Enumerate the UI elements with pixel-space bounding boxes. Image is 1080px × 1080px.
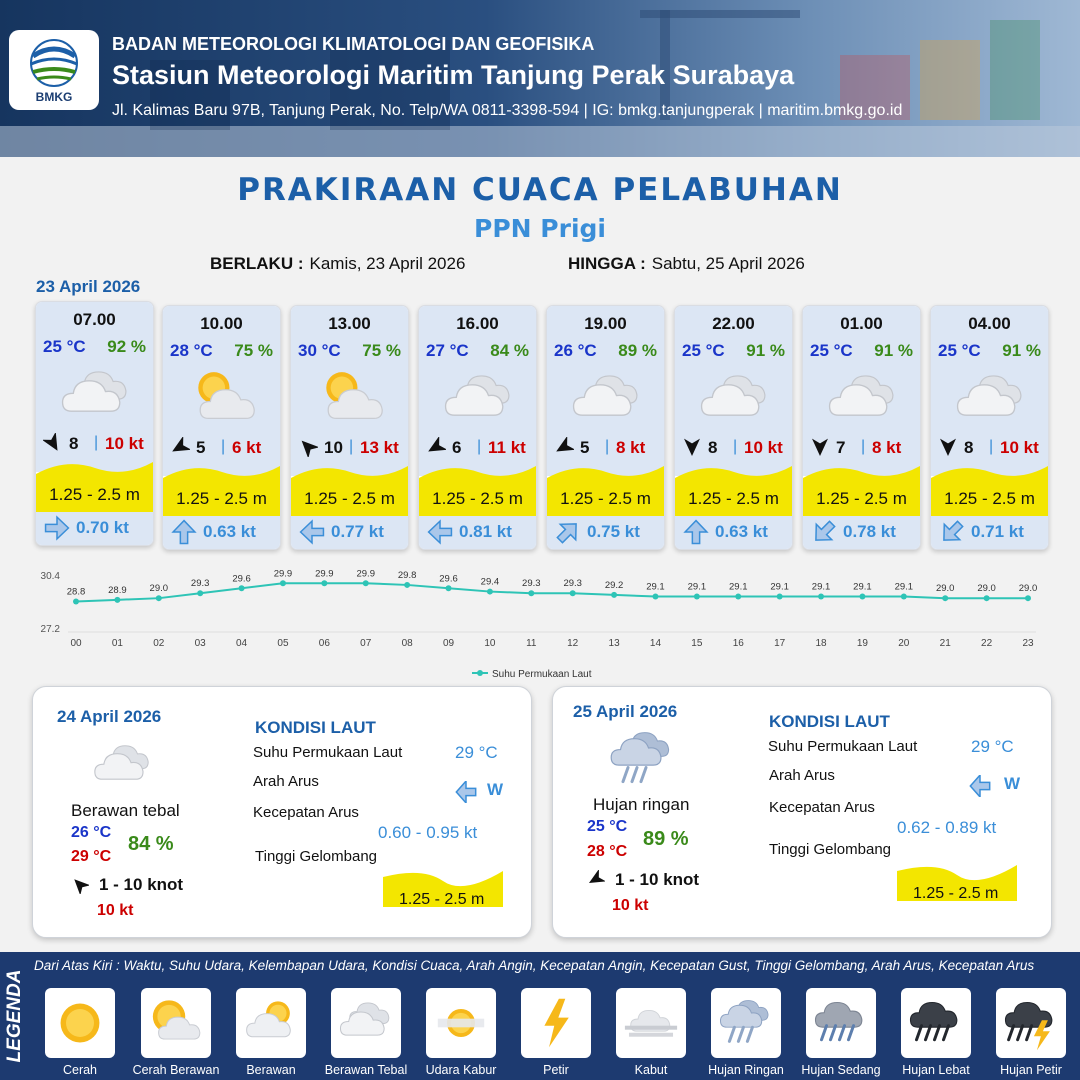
valid-from-label: BERLAKU : [210, 254, 304, 273]
current-direction-icon [427, 519, 453, 545]
y-tick-label: 30.4 [40, 571, 60, 582]
legend-item-hujan-petir [996, 988, 1066, 1058]
legend-item-cerah [45, 988, 115, 1058]
card-time: 13.00 [328, 314, 371, 333]
wind-direction-icon [587, 870, 605, 888]
sst-data-label: 29.1 [811, 581, 831, 593]
sst-point [984, 595, 990, 601]
legend-label: Cerah [62, 1063, 98, 1077]
card-wave-height: 1.25 - 2.5 m [560, 489, 651, 508]
petir-icon [527, 996, 585, 1050]
day-temp-min: 25 °C [587, 818, 628, 835]
day-humidity: 84 % [128, 833, 174, 855]
sst-data-label: 29.1 [770, 581, 789, 593]
day-panel-24 [32, 686, 532, 938]
wind-direction-icon [170, 437, 190, 457]
card-humidity: 91 % [1002, 341, 1041, 360]
cerah-berawan-icon [147, 996, 205, 1050]
forecast-card-1600 [418, 305, 537, 550]
card-temperature: 27 °C [426, 341, 469, 360]
current-dir-label: Arah Arus [253, 773, 319, 790]
legend-label: Kabut [634, 1063, 668, 1077]
card-wind-speed: 8 [69, 434, 79, 453]
card-wind-speed: 5 [580, 438, 590, 457]
x-tick-label: 03 [194, 638, 206, 649]
sst-data-label: 29.1 [687, 581, 707, 593]
card-wind-speed: 6 [452, 438, 462, 457]
card-wave-height: 1.25 - 2.5 m [304, 489, 395, 508]
card-time: 07.00 [73, 310, 116, 329]
card-separator: | [733, 438, 738, 455]
card-temperature: 25 °C [682, 341, 725, 360]
forecast-card-0700 [35, 301, 154, 546]
hujan-ringan-icon [717, 996, 775, 1050]
current-direction-icon [967, 775, 993, 797]
berawan-tebal-icon [58, 364, 134, 416]
sst-data-label: 29.3 [563, 578, 582, 590]
sst-value: 29 °C [971, 737, 1014, 756]
card-wind-speed: 8 [964, 438, 974, 457]
card-time: 04.00 [968, 314, 1011, 333]
card-temperature: 25 °C [938, 341, 981, 360]
current-direction-icon [683, 519, 709, 545]
card-separator: | [94, 434, 99, 451]
x-tick-label: 18 [815, 638, 827, 649]
sst-point [735, 594, 741, 600]
cerah-berawan-icon [185, 368, 261, 420]
legend-title-text: LEGENDA [4, 969, 25, 1063]
day-humidity: 89 % [643, 828, 689, 850]
sst-point [156, 595, 162, 601]
sst-point [197, 590, 203, 596]
current-direction-icon [44, 515, 70, 541]
legend-label: Berawan Tebal [324, 1063, 408, 1077]
berawan-tebal-icon [953, 368, 1029, 420]
sst-data-label: 29.9 [315, 568, 334, 580]
sst-data-label: 29.0 [977, 583, 996, 595]
sst-point [901, 594, 907, 600]
agency-name: BADAN METEOROLOGI KLIMATOLOGI DAN GEOFISIKA [112, 34, 595, 54]
legend-label: Hujan Ringan [708, 1063, 784, 1077]
day-date: 24 April 2026 [57, 707, 162, 726]
day-temp-max: 28 °C [587, 843, 628, 860]
kabut-icon [622, 996, 680, 1050]
card-separator: | [349, 438, 354, 455]
sst-data-label: 28.8 [66, 586, 86, 598]
day1-date: 23 April 2026 [36, 277, 141, 296]
sst-point [487, 589, 493, 595]
legend-label: Berawan [246, 1063, 296, 1077]
day-temp-min: 26 °C [71, 824, 112, 841]
day-panel-25 [552, 686, 1052, 938]
card-humidity: 91 % [874, 341, 913, 360]
card-time: 01.00 [840, 314, 883, 333]
berawan-icon [242, 996, 300, 1050]
sst-label: Suhu Permukaan Laut [253, 744, 403, 761]
forecast-card-0100 [802, 305, 921, 550]
x-tick-label: 12 [567, 638, 579, 649]
day-temp-max: 29 °C [71, 848, 112, 865]
current-direction-icon [811, 519, 837, 545]
x-tick-label: 10 [484, 638, 496, 649]
card-separator: | [861, 438, 866, 455]
card-time: 22.00 [712, 314, 755, 333]
card-gust: 8 kt [616, 438, 646, 457]
card-gust: 10 kt [105, 434, 144, 453]
wave-label: Tinggi Gelombang [769, 841, 892, 858]
sea-condition-title: KONDISI LAUT [255, 718, 376, 737]
day-date: 25 April 2026 [573, 702, 678, 721]
sst-point [777, 594, 783, 600]
bmkg-logo [9, 30, 99, 110]
forecast-card-1000 [162, 305, 281, 550]
berawan-tebal-icon [569, 368, 645, 420]
card-time: 16.00 [456, 314, 499, 333]
card-wind-speed: 10 [324, 438, 343, 457]
legend-item-petir [521, 988, 591, 1058]
card-current-speed: 0.78 kt [843, 522, 896, 541]
card-humidity: 75 % [362, 341, 401, 360]
card-wave-height: 1.25 - 2.5 m [432, 489, 523, 508]
wind-direction-icon [554, 437, 574, 457]
current-direction-icon [453, 781, 479, 803]
sst-data-label: 29.9 [273, 568, 293, 580]
sst-point [859, 594, 865, 600]
card-humidity: 84 % [490, 341, 529, 360]
current-speed: 0.60 - 0.95 kt [378, 823, 478, 842]
sst-data-label: 29.6 [232, 573, 251, 585]
x-tick-label: 02 [153, 638, 165, 649]
card-current-speed: 0.63 kt [715, 522, 768, 541]
hujan-sedang-icon [812, 996, 870, 1050]
current-direction: W [1004, 774, 1021, 793]
wave-height: 1.25 - 2.5 m [399, 891, 485, 908]
card-humidity: 89 % [618, 341, 657, 360]
legend-swatch-point [477, 670, 483, 676]
current-speed-label: Kecepatan Arus [253, 804, 359, 821]
page-title: PRAKIRAAN CUACA PELABUHAN [237, 172, 843, 208]
legend-item-berawan [236, 988, 306, 1058]
current-dir-label: Arah Arus [769, 767, 835, 784]
card-temperature: 26 °C [554, 341, 597, 360]
card-time: 19.00 [584, 314, 627, 333]
cerah-icon [51, 996, 109, 1050]
sst-point [818, 594, 824, 600]
legend-label: Hujan Petir [1000, 1063, 1062, 1077]
legend-item-udara-kabur [426, 988, 496, 1058]
sst-data-label: 29.3 [522, 578, 541, 590]
current-speed: 0.62 - 0.89 kt [897, 818, 997, 837]
logo-text: BMKG [35, 90, 73, 104]
hujan-ringan-icon [607, 727, 677, 797]
valid-to [568, 254, 805, 274]
sst-point [942, 595, 948, 601]
card-gust: 10 kt [744, 438, 783, 457]
card-gust: 10 kt [1000, 438, 1039, 457]
day-wind-range: 1 - 10 knot [99, 875, 184, 894]
wind-direction-icon [938, 437, 958, 457]
wind-direction-icon [682, 437, 702, 457]
card-wind-speed: 8 [708, 438, 718, 457]
sst-point [404, 582, 410, 588]
card-humidity: 92 % [107, 337, 146, 356]
x-tick-label: 16 [732, 638, 744, 649]
sea-condition-title: KONDISI LAUT [769, 712, 890, 731]
station-contact: Jl. Kalimas Baru 97B, Tanjung Perak, No. Telp/WA 0811-3398-594 | IG: bmkg.tanjungperak | maritim.bmkg.go.id [112, 102, 903, 119]
card-separator: | [605, 438, 610, 455]
current-direction-icon [555, 519, 581, 545]
sst-point [570, 590, 576, 596]
card-temperature: 25 °C [810, 341, 853, 360]
card-gust: 8 kt [872, 438, 902, 457]
x-tick-label: 00 [70, 638, 82, 649]
sst-data-label: 29.3 [190, 578, 210, 590]
sst-data-label: 29.1 [894, 581, 914, 593]
current-direction-icon [171, 519, 197, 545]
valid-to-value: Sabtu, 25 April 2026 [651, 254, 805, 273]
forecast-card-2200 [674, 305, 793, 550]
sst-data-label: 29.0 [1018, 583, 1038, 595]
station-name: Stasiun Meteorologi Maritim Tanjung Perak Surabaya [112, 60, 795, 90]
sst-data-label: 28.9 [108, 584, 127, 596]
card-temperature: 30 °C [298, 341, 341, 360]
sst-data-label: 29.1 [646, 581, 665, 593]
legend-description: Dari Atas Kiri : Waktu, Suhu Udara, Kelembapan Udara, Kondisi Cuaca, Arah Angin, Kecepatan Angin, Kecepatan Gust, Tinggi Gelombang, Arah Arus, Kecepatan Arus [34, 958, 1035, 973]
hujan-petir-icon [1002, 996, 1060, 1050]
x-tick-label: 14 [649, 638, 662, 649]
berawan-tebal-icon [825, 368, 901, 420]
sst-point [611, 592, 617, 598]
sst-point [694, 594, 700, 600]
valid-to-label: HINGGA : [568, 254, 646, 273]
card-temperature: 28 °C [170, 341, 213, 360]
wave-label: Tinggi Gelombang [255, 848, 378, 865]
valid-from-value: Kamis, 23 April 2026 [309, 254, 466, 273]
berawan-tebal-icon [91, 739, 155, 785]
hujan-lebat-icon [907, 996, 965, 1050]
sst-data-label: 29.0 [935, 583, 955, 595]
cerah-berawan-icon [313, 368, 389, 420]
sst-data-label: 29.8 [397, 569, 417, 581]
sst-point [528, 590, 534, 596]
x-tick-label: 04 [236, 638, 248, 649]
card-time: 10.00 [200, 314, 243, 333]
forecast-card-1900 [546, 305, 665, 550]
x-tick-label: 06 [318, 638, 330, 649]
wind-direction-icon [71, 876, 89, 894]
forecast-card-0400 [930, 305, 1049, 550]
x-tick-label: 15 [691, 638, 703, 649]
card-current-speed: 0.70 kt [76, 518, 129, 537]
sst-point [114, 597, 120, 603]
sst-point [446, 585, 452, 591]
wind-direction-icon [298, 437, 318, 457]
sst-value: 29 °C [455, 743, 498, 762]
card-wind-speed: 5 [196, 438, 206, 457]
current-speed-label: Kecepatan Arus [769, 799, 875, 816]
legend-item-hujan-sedang [806, 988, 876, 1058]
x-tick-label: 20 [898, 638, 910, 649]
sst-series-line [76, 583, 1028, 601]
card-humidity: 75 % [234, 341, 273, 360]
x-tick-label: 22 [981, 638, 993, 649]
valid-from [210, 254, 465, 274]
wind-direction-icon [43, 433, 63, 453]
card-separator: | [221, 438, 226, 455]
x-tick-label: 05 [277, 638, 289, 649]
card-gust: 13 kt [360, 438, 399, 457]
sst-data-label: 29.9 [356, 568, 375, 580]
day-condition: Berawan tebal [71, 801, 180, 820]
sst-point [363, 580, 369, 586]
sst-data-label: 29.4 [480, 576, 500, 588]
sst-point [280, 580, 286, 586]
x-tick-label: 23 [1022, 638, 1034, 649]
forecast-card-1300 [290, 305, 409, 550]
legend-label: Udara Kabur [425, 1063, 497, 1077]
card-wave-height: 1.25 - 2.5 m [688, 489, 779, 508]
card-current-speed: 0.63 kt [203, 522, 256, 541]
y-tick-label: 27.2 [40, 624, 60, 635]
location-name: PPN Prigi [474, 214, 606, 243]
card-wave-height: 1.25 - 2.5 m [816, 489, 907, 508]
card-current-speed: 0.71 kt [971, 522, 1024, 541]
berawan-tebal-icon [337, 996, 395, 1050]
sea-surface-temp-chart [30, 560, 1050, 680]
x-tick-label: 01 [111, 638, 123, 649]
x-tick-label: 21 [939, 638, 951, 649]
legend-label: Hujan Lebat [902, 1063, 970, 1077]
current-direction: W [487, 780, 504, 799]
sst-data-label: 29.0 [149, 583, 169, 595]
card-current-speed: 0.77 kt [331, 522, 384, 541]
card-gust: 6 kt [232, 438, 262, 457]
berawan-tebal-icon [697, 368, 773, 420]
legend-item-kabut [616, 988, 686, 1058]
card-separator: | [477, 438, 482, 455]
sst-point [321, 580, 327, 586]
day-gust: 10 kt [97, 902, 134, 919]
day-wind-range: 1 - 10 knot [615, 870, 700, 889]
sst-data-label: 29.1 [853, 581, 872, 593]
x-tick-label: 13 [608, 638, 620, 649]
day-gust: 10 kt [612, 897, 649, 914]
sst-point [73, 599, 79, 605]
legend-title [0, 952, 30, 1080]
sst-point [239, 585, 245, 591]
berawan-tebal-icon [441, 368, 517, 420]
legend-label: Petir [543, 1063, 569, 1077]
card-current-speed: 0.75 kt [587, 522, 640, 541]
sst-point [1025, 595, 1031, 601]
legend-item-cerah-berawan [141, 988, 211, 1058]
sst-data-label: 29.6 [439, 573, 458, 585]
legend-item-hujan-lebat [901, 988, 971, 1058]
legend-item-berawan-tebal [331, 988, 401, 1058]
legend-item-hujan-ringan [711, 988, 781, 1058]
card-temperature: 25 °C [43, 337, 86, 356]
wind-direction-icon [426, 437, 446, 457]
x-tick-label: 07 [360, 638, 372, 649]
wind-direction-icon [810, 437, 830, 457]
x-tick-label: 11 [526, 638, 537, 649]
sst-data-label: 29.1 [729, 581, 748, 593]
legend-label: Hujan Sedang [801, 1063, 881, 1077]
sst-point [652, 594, 658, 600]
card-gust: 11 kt [488, 438, 526, 457]
card-separator: | [989, 438, 994, 455]
chart-legend-label: Suhu Permukaan Laut [492, 669, 592, 680]
current-direction-icon [939, 519, 965, 545]
sst-data-label: 29.2 [604, 579, 624, 591]
x-tick-label: 19 [856, 638, 868, 649]
day-condition: Hujan ringan [593, 795, 690, 814]
card-current-speed: 0.81 kt [459, 522, 512, 541]
legend-label: Cerah Berawan [132, 1063, 220, 1077]
card-wind-speed: 7 [836, 438, 846, 457]
x-tick-label: 17 [774, 638, 786, 649]
card-humidity: 91 % [746, 341, 785, 360]
card-wave-height: 1.25 - 2.5 m [944, 489, 1035, 508]
wave-height: 1.25 - 2.5 m [913, 885, 999, 902]
x-tick-label: 09 [442, 638, 455, 649]
current-direction-icon [299, 519, 325, 545]
sst-label: Suhu Permukaan Laut [768, 738, 918, 755]
card-wave-height: 1.25 - 2.5 m [176, 489, 267, 508]
card-wave-height: 1.25 - 2.5 m [49, 485, 140, 504]
x-tick-label: 08 [401, 638, 413, 649]
udara-kabur-icon [432, 996, 490, 1050]
